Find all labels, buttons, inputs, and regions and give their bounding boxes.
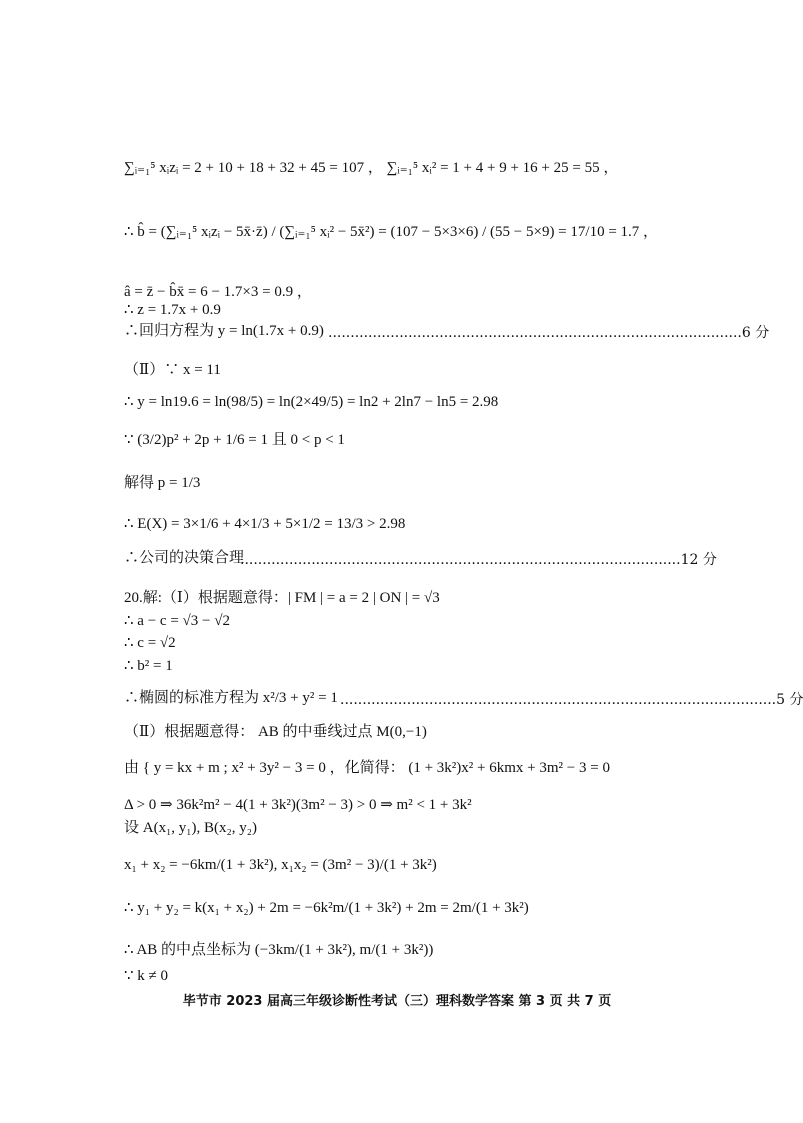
z-equation-line: ∴ z = 1.7x + 0.9 [124, 302, 221, 318]
score-5 [340, 689, 803, 709]
score-6-label: 6 分 [741, 325, 770, 341]
regression-equation-line [124, 321, 324, 341]
leader-dots: ............................................................................................. [328, 325, 742, 341]
b-squared-line: ∴ b² = 1 [124, 658, 173, 674]
expectation-line: ∴ E(X) = 3×1/6 + 4×1/3 + 5×1/2 = 13/3 > 2.98 [124, 516, 406, 532]
vieta-line: x₁ + x₂ = −6km/(1 + 3k²), x₁x₂ = (3m² − 3)/(1 + 3k²) [124, 857, 437, 873]
score-5-label: 5 分 [776, 692, 803, 708]
score-12 [240, 549, 717, 569]
ellipse-equation-line: ∴椭圆的标准方程为 x²/3 + y² = 1 [124, 690, 338, 706]
score-6 [328, 322, 769, 342]
y-value-line: ∴ y = ln19.6 = ln(98/5) = ln(2×49/5) = ln2 + 2ln7 − ln5 = 2.98 [124, 394, 499, 410]
leader-dots: .................................................................................................. [340, 692, 777, 708]
y-sum-line: ∴ y₁ + y₂ = k(x₁ + x₂) + 2m = −6k²m/(1 + 3k²) + 2m = 2m/(1 + 3k²) [124, 900, 529, 916]
page-footer: 毕节市 2023 届高三年级诊断性考试（三）理科数学答案 第 3 页 共 7 页 [182, 994, 612, 1009]
system-simplify-line: 由 { y = kx + m ; x² + 3y² − 3 = 0 ，化简得： (1 + 3k²)x² + 6kmx + 3m² − 3 = 0 [124, 760, 610, 776]
decision-line: ∴公司的决策合理 [124, 550, 245, 566]
c-value-line: ∴ c = √2 [124, 635, 176, 651]
points-line: 设 A(x₁, y₁), B(x₂, y₂) [124, 820, 257, 836]
sum-line: ∑ᵢ₌₁⁵ xᵢzᵢ = 2 + 10 + 18 + 32 + 45 = 107 ， ∑ᵢ₌₁⁵ xᵢ² = 1 + 4 + 9 + 16 + 25 = 55 ， [124, 160, 619, 176]
part2-perpendicular-line: （Ⅱ）根据题意得： AB 的中垂线过点 M(0,−1) [124, 724, 427, 740]
problem-20-line: 20.解:（Ⅰ）根据题意得：| FM | = a = 2 | ON | = √3 [124, 590, 440, 606]
slope-estimate-line: ∴ b̂ = (∑ᵢ₌₁⁵ xᵢzᵢ − 5x̄·z̄) / (∑ᵢ₌₁⁵ xᵢ² − 5x̄²) = (107 − 5×3×6) / (55 − 5×9) = 17/10 = 1.7 ， [124, 224, 659, 240]
midpoint-line: ∴ AB 的中点坐标为 (−3km/(1 + 3k²), m/(1 + 3k²)) [124, 942, 434, 958]
a-minus-c-line: ∴ a − c = √3 − √2 [124, 613, 230, 629]
discriminant-line: Δ > 0 ⇒ 36k²m² − 4(1 + 3k²)(3m² − 3) > 0 ⇒ m² < 1 + 3k² [124, 797, 472, 813]
regression-equation-text: ∴回归方程为 y = ln(1.7x + 0.9) [124, 323, 324, 339]
intercept-line: â = z̄ − b̂x̄ = 6 − 1.7×3 = 0.9 ， [124, 284, 312, 300]
part2-given-line: （Ⅱ）∵ x = 11 [124, 362, 221, 378]
leader-dots: ................................................................................................... [240, 552, 681, 568]
score-12-label: 12 分 [680, 552, 717, 568]
k-nonzero-line: ∵ k ≠ 0 [124, 968, 169, 984]
probability-equation-line: ∵ (3/2)p² + 2p + 1/6 = 1 且 0 < p < 1 [124, 432, 345, 448]
p-solution-line: 解得 p = 1/3 [124, 475, 201, 491]
